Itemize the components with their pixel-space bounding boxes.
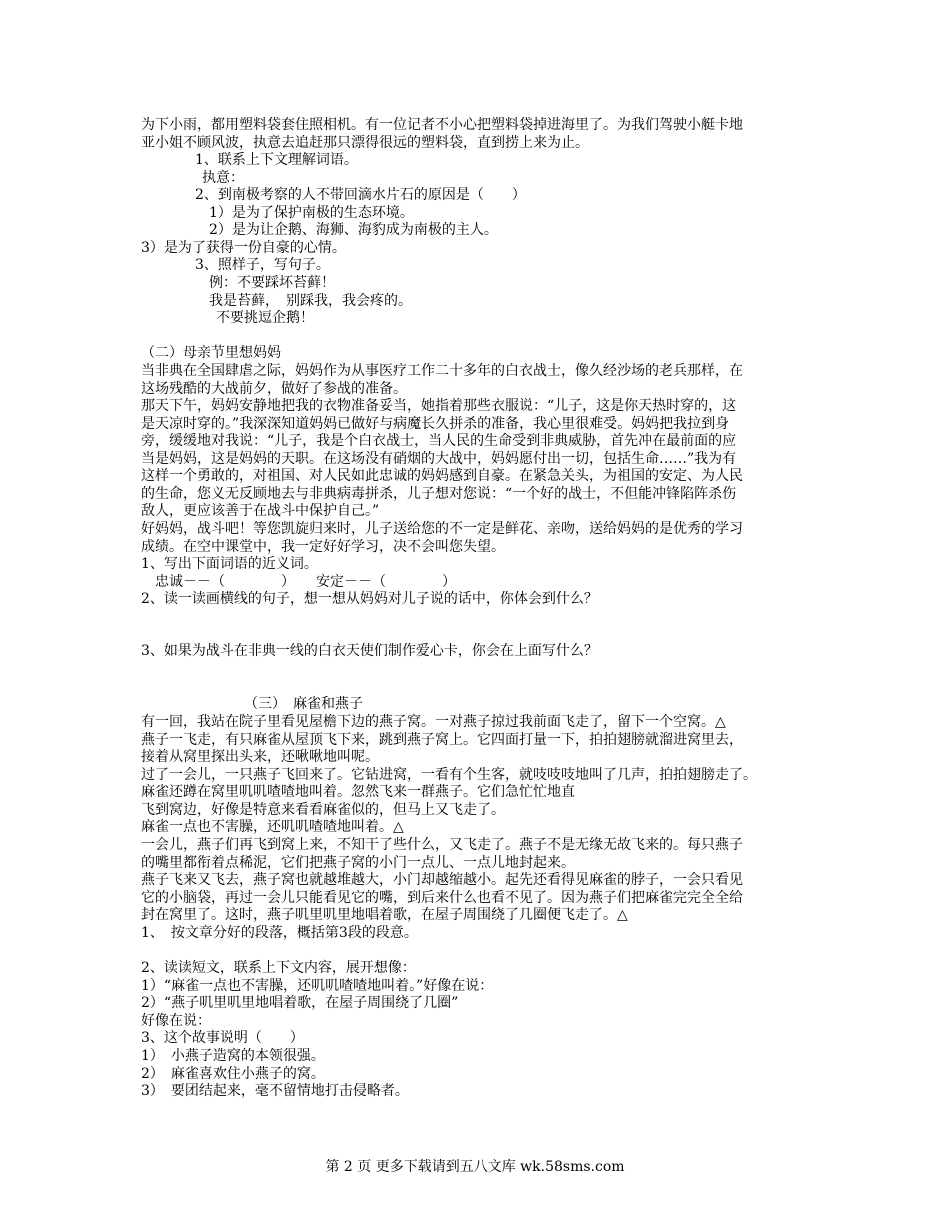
section1-q3-example-answer: 我是苔藓， 别踩我，我会疼的。 xyxy=(209,293,412,309)
section1-para-line: 亚小姐不顾风波，执意去追赶那只漂得很远的塑料袋，直到捞上来为止。 xyxy=(141,135,589,151)
section1-q2-option: 1）是为了保护南极的生态环境。 xyxy=(209,205,414,221)
section3-line: 接着从窝里探出头来，还啾啾地叫呢。 xyxy=(141,749,379,765)
section2-line: 当是妈妈，这是妈妈的天职。在这场没有硝烟的大战中，妈妈愿付出一切，包括生命……”我为有 xyxy=(141,451,737,467)
section2-line: 这样一个勇敢的，对祖国、对人民如此忠诚的妈妈感到自豪。在紧急关头，为祖国的安定、为人民 xyxy=(141,468,743,484)
section3-line: 麻雀还蹲在窝里叽叽喳喳地叫着。忽然飞来一群燕子。它们急忙忙地直 xyxy=(141,784,575,800)
section1-question-1: 1、联系上下文理解词语。 xyxy=(195,152,358,168)
section3-line: 一会儿，燕子们再飞到窝上来，不知干了些什么，又飞走了。燕子不是无缘无故飞来的。每只燕子 xyxy=(141,837,743,853)
section2-question-3: 3、如果为战斗在非典一线的白衣天使们制作爱心卡，你会在上面写什么？ xyxy=(141,643,598,659)
section3-line: 麻雀一点也不害臊，还叽叽喳喳地叫着。△ xyxy=(141,819,404,835)
section1-q2-option: 3）是为了获得一份自豪的心情。 xyxy=(141,240,346,256)
section2-line: 这场残酷的大战前夕，做好了参战的准备。 xyxy=(141,381,407,397)
section3-line: 燕子一飞走，有只麻雀从屋顶飞下来，跳到燕子窝上。它四面打量一下，拍拍翅膀就溜进窝里去， xyxy=(141,732,743,748)
section1-q3-example: 例：不要踩坏苔藓！ xyxy=(209,275,335,291)
section3-line: 过了一会儿，一只燕子飞回来了。它钻进窝，一看有个生客，就吱吱吱地叫了几声，拍拍翅膀走了。 xyxy=(141,767,757,783)
section3-line: 有一回，我站在院子里看见屋檐下边的燕子窝。一对燕子掠过我前面飞走了，留下一个空窝。△ xyxy=(141,714,726,730)
section1-para-line: 为下小雨，都用塑料袋套住照相机。有一位记者不小心把塑料袋掉进海里了。为我们驾驶小艇卡地 xyxy=(141,117,743,133)
section2-q1-items: 忠诚－－（ ） 安定－－（ ） xyxy=(155,574,456,590)
section2-line: 旁，缓缓地对我说：“儿子，我是个白衣战士，当人民的生命受到非典威胁，首先冲在最前面的应 xyxy=(141,433,737,449)
section3-q3-option: 2） 麻雀喜欢住小燕子的窝。 xyxy=(141,1066,325,1082)
section1-question-3: 3、照样子，写句子。 xyxy=(195,257,330,273)
section3-line: 飞到窝边，好像是特意来看看麻雀似的，但马上又飞走了。 xyxy=(141,802,505,818)
section1-q3-task: 不要挑逗企鹅！ xyxy=(216,310,314,326)
page-footer: 第 2 页 更多下载请到五八文库 wk.58sms.com xyxy=(325,1159,625,1175)
section2-line: 那天下午，妈妈安静地把我的衣物准备妥当，她指着那些衣服说：“儿子，这是你天热时穿的，这 xyxy=(141,398,737,414)
section3-line: 的嘴里都衔着点稀泥，它们把燕子窝的小门一点儿、一点儿地封起来。 xyxy=(141,855,575,871)
section2-line: 当非典在全国肆虐之际，妈妈作为从事医疗工作二十多年的白衣战士，像久经沙场的老兵那样，在 xyxy=(141,363,743,379)
section2-line: 好妈妈，战斗吧！等您凯旋归来时，儿子送给您的不一定是鲜花、亲吻，送给妈妈的是优秀的学习 xyxy=(141,521,743,537)
section1-q1-word: 执意： xyxy=(202,170,244,186)
section3-question-2: 2、读读短文，联系上下文内容，展开想像： xyxy=(141,960,416,976)
section3-line: 燕子飞来又飞去，燕子窝也就越堆越大，小门却越缩越小。起先还看得见麻雀的脖子，一会只看见 xyxy=(141,872,743,888)
section2-question-1: 1、写出下面词语的近义词。 xyxy=(141,556,318,572)
section2-line: 敌人，更应该善于在战斗中保护自己。” xyxy=(141,503,380,519)
section3-question-1: 1、 按文章分好的段落，概括第3段的段意。 xyxy=(141,925,418,941)
section3-q3-option: 3） 要团结起来，毫不留情地打击侵略者。 xyxy=(141,1083,409,1099)
section3-line: 封在窝里了。这时，燕子叽里叽里地唱着歌，在屋子周围绕了几圈便飞走了。△ xyxy=(141,907,628,923)
section2-line: 的生命，您义无反顾地去与非典病毒拼杀，儿子想对您说：“一个好的战士，不但能冲锋陷阵杀伤 xyxy=(141,486,737,502)
section2-title: （二）母亲节里想妈妈 xyxy=(141,345,281,361)
section3-line: 它的小脑袋，再过一会儿只能看见它的嘴，到后来什么也看不见了。因为燕子们把麻雀完完全全给 xyxy=(141,890,743,906)
section2-question-2: 2、读一读画横线的句子，想一想从妈妈对儿子说的话中，你体会到什么？ xyxy=(141,591,598,607)
section3-q2-part-a: 1）“麻雀一点也不害臊，还叽叽喳喳地叫着。”好像在说： xyxy=(141,978,494,994)
section2-line: 成绩。在空中课堂中，我一定好好学习，决不会叫您失望。 xyxy=(141,539,505,555)
section1-q2-option: 2）是为让企鹅、海狮、海豹成为南极的主人。 xyxy=(209,222,498,238)
section3-q3-option: 1） 小燕子造窝的本领很强。 xyxy=(141,1048,325,1064)
section2-line: 是天凉时穿的。”我深深知道妈妈已做好与病魔长久拼杀的准备，我心里很难受。妈妈把我拉到身 xyxy=(141,416,730,432)
section1-question-2: 2、到南极考察的人不带回滴水片石的原因是（ ） xyxy=(195,187,526,203)
section3-title: （三） 麻雀和燕子 xyxy=(244,696,363,712)
section3-q2-part-b: 2）“燕子叽里叽里地唱着歌，在屋子周围绕了几圈” xyxy=(141,995,459,1011)
section3-question-3: 3、这个故事说明（ ） xyxy=(141,1030,304,1046)
section3-q2-part-b-cont: 好像在说： xyxy=(141,1013,211,1029)
